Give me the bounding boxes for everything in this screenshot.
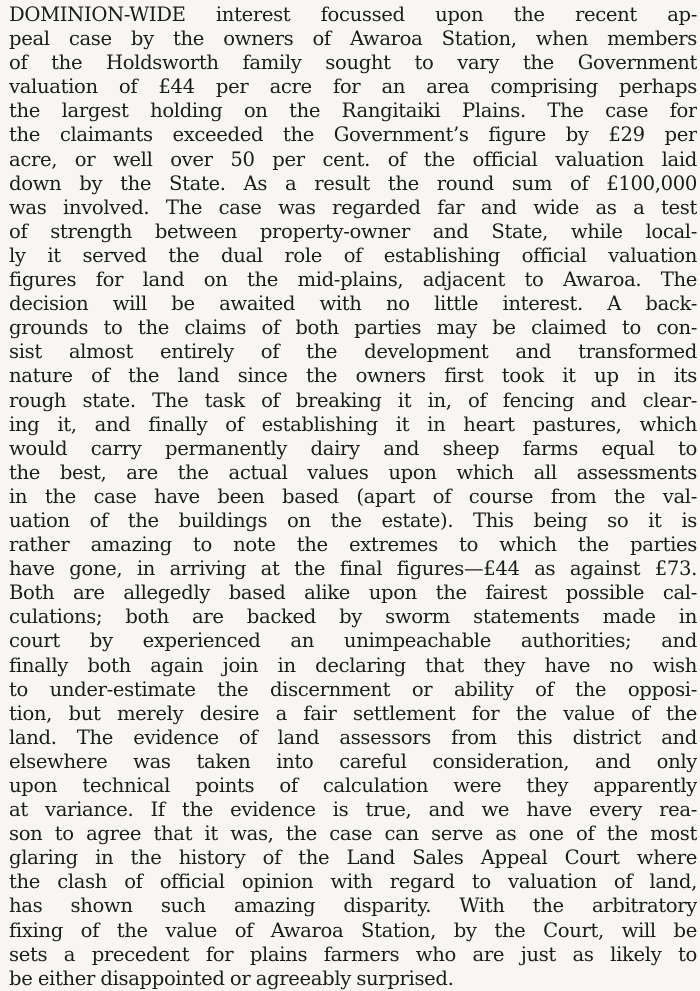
text-line: court by experienced an unimpeachable authorities; and	[9, 629, 697, 653]
text-line: have gone, in arriving at the final figures—£44 as against £73.	[9, 557, 697, 581]
text-line: the best, are the actual values upon which all assessments	[9, 460, 697, 484]
text-line: the largest holding on the Rangitaiki Plains. The case for	[9, 99, 697, 123]
text-line: ing it, and finally of establishing it in heart pastures, which	[9, 412, 697, 436]
text-line: valuation of £44 per acre for an area comprising perhaps	[9, 75, 697, 99]
text-line: culations; both are backed by sworm statements made in	[9, 605, 697, 629]
text-line: acre, or well over 50 per cent. of the official valuation laid	[9, 147, 697, 171]
text-line: tion, but merely desire a fair settlement for the value of the	[9, 701, 697, 725]
text-line: peal case by the owners of Awaroa Station, when members	[9, 27, 697, 51]
text-line: rather amazing to note the extremes to which the parties	[9, 533, 697, 557]
text-line: land. The evidence of land assessors from this district and	[9, 725, 697, 749]
text-line: glaring in the history of the Land Sales Appeal Court where	[9, 846, 697, 870]
text-line: ly it served the dual role of establishing official valuation	[9, 243, 697, 267]
text-line: was involved. The case was regarded far and wide as a test	[9, 195, 697, 219]
text-line: decision will be awaited with no little interest. A back-	[9, 292, 697, 316]
text-line: of the Holdsworth family sought to vary the Government	[9, 51, 697, 75]
text-line: rough state. The task of breaking it in, of fencing and clear-	[9, 388, 697, 412]
text-line: sist almost entirely of the development and transformed	[9, 340, 697, 364]
text-line: fixing of the value of Awaroa Station, by the Court, will be	[9, 918, 697, 942]
text-line: grounds to the claims of both parties may be claimed to con-	[9, 316, 697, 340]
text-line: of strength between property-owner and State, while local-	[9, 219, 697, 243]
text-line: in the case have been based (apart of course from the val-	[9, 484, 697, 508]
text-line: would carry permanently dairy and sheep farms equal to	[9, 436, 697, 460]
text-line: sets a precedent for plains farmers who are just as likely to	[9, 942, 697, 966]
text-line: the claimants exceeded the Government’s figure by £29 per	[9, 123, 697, 147]
text-line: to under-estimate the discernment or ability of the opposi-	[9, 677, 697, 701]
text-line: down by the State. As a result the round sum of £100,000	[9, 171, 697, 195]
text-line: uation of the buildings on the estate). This being so it is	[9, 508, 697, 532]
text-line: Both are allegedly based alike upon the fairest possible cal-	[9, 581, 697, 605]
text-line: at variance. If the evidence is true, and we have every rea-	[9, 798, 697, 822]
text-line: has shown such amazing disparity. With the arbitratory	[9, 894, 697, 918]
text-line: nature of the land since the owners first took it up in its	[9, 364, 697, 388]
text-line: upon technical points of calculation were they apparently	[9, 774, 697, 797]
text-line: finally both again join in declaring that they have no wish	[9, 653, 697, 677]
text-line: son to agree that it was, the case can serve as one of the most	[9, 822, 697, 846]
text-line-last: be either disappointed or agreeably surprised.	[9, 966, 454, 990]
text-line: elsewhere was taken into careful consideration, and only	[9, 749, 697, 773]
article-column	[9, 3, 697, 991]
text-line: the clash of official opinion with regard to valuation of land,	[9, 870, 697, 894]
text-line: figures for land on the mid-plains, adjacent to Awaroa. The	[9, 268, 697, 292]
text-line: DOMINION-WIDE interest focussed upon the recent ap-	[9, 3, 697, 26]
